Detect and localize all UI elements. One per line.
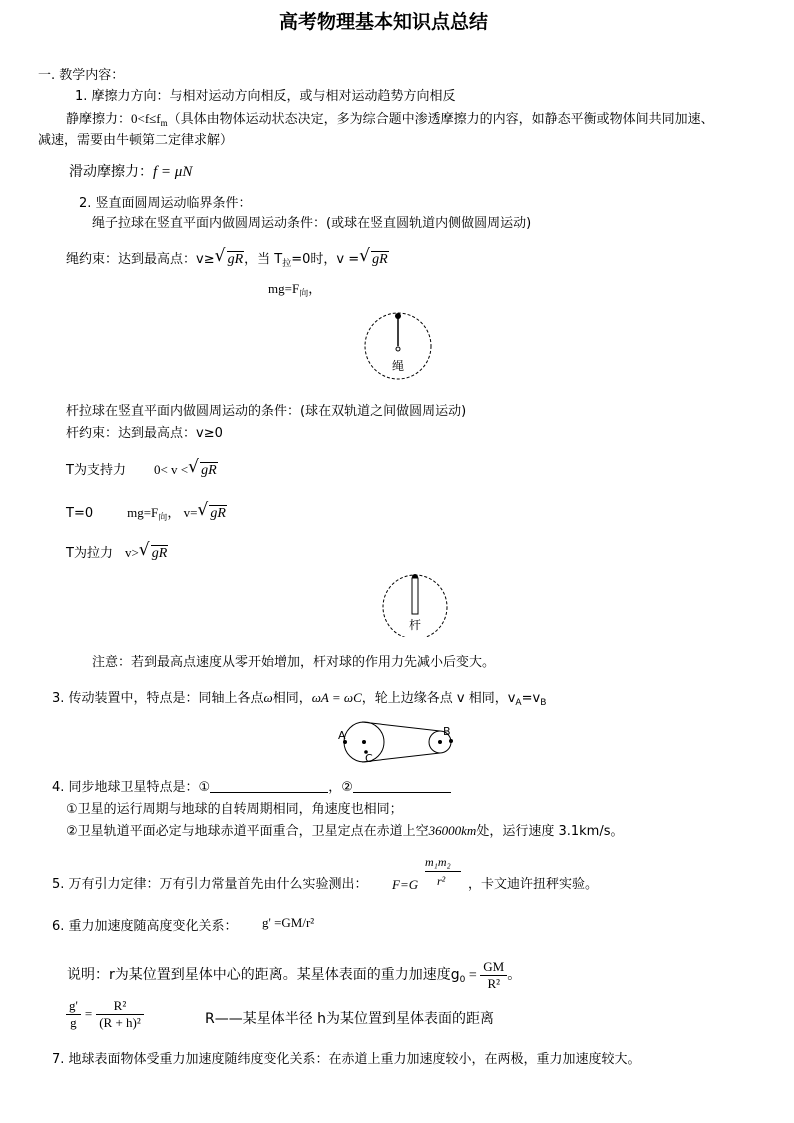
static-friction-note-2: 减速，需要由牛顿第二定律求解） (38, 133, 234, 148)
static-friction-label: 静摩擦力： (66, 112, 132, 127)
ratio-eq: = (84, 1005, 93, 1021)
item3-text-c: ，轮上边缘各点 v 相同，v (361, 691, 516, 706)
sliding-friction-line (69, 163, 192, 181)
sqrt-gR-5: √ gR (138, 540, 168, 561)
item5-fraction-bar (425, 871, 461, 872)
item3-sub-a: A (515, 698, 522, 708)
item4-heading-a: 4. 同步地球卫星特点是：① (52, 780, 211, 795)
item6-explain (67, 959, 521, 991)
rope-constraint-a: 绳约束：达到最高点：v≥ (66, 252, 215, 267)
page-title: 高考物理基本知识点总结 (279, 11, 489, 33)
rope-mg: mg=F (268, 281, 300, 296)
item3-sub-b: B (540, 698, 547, 708)
zero-v: ， v= (167, 505, 198, 520)
section-heading: 一. 教学内容： (38, 68, 125, 83)
item2-heading: 2. 竖直面圆周运动临界条件： (79, 196, 252, 211)
static-friction-line (66, 111, 714, 129)
item5-text-a: 5. 万有引力定律：万有引力常量首先由什么实验测出： (52, 877, 368, 892)
item3-text-a: 3. 传动装置中，特点是：同轴上各点 (52, 691, 264, 706)
item3-text-b: 相同， (272, 691, 312, 706)
ratio-left-fraction: $\frac{g'}{g}$ (66, 998, 81, 1030)
item4-heading (52, 780, 451, 796)
item6-explain-eq: = (465, 968, 481, 984)
omega-equation: ωA = ωC (311, 690, 362, 705)
label-C: C (365, 752, 373, 765)
rod-diagram (377, 571, 453, 637)
pull-line (66, 540, 168, 563)
rope-diagram (358, 306, 438, 386)
item6-ratio (66, 998, 144, 1030)
support-line (66, 457, 218, 480)
item7-text: 7. 地球表面物体受重力加速度随纬度变化关系：在赤道上重力加速度较小，在两极，重力加速度较大。 (52, 1052, 641, 1067)
zero-mg: mg=F (127, 505, 159, 520)
sqrt-gR-4: √ gR (197, 500, 226, 521)
rope-intro: 绳子拉球在竖直平面内做圆周运动条件：(或球在竖直圆轨道内侧做圆周运动) (92, 216, 532, 231)
omega-symbol: ω (263, 690, 273, 705)
item6-explain-a: 说明：r为某位置到星体中心的距离。某星体表面的重力加速度g (67, 967, 460, 984)
item3-text-d: =v (521, 691, 541, 706)
rod-note: 注意：若到最高点速度从零开始增加，杆对球的作用力先减小后变大。 (92, 655, 496, 670)
gm-fraction: $\frac{GM}{\text{R²}}$ (480, 959, 507, 991)
support-cond: 0< v < (153, 462, 189, 477)
item5-denominator: r² (437, 874, 446, 888)
rod-diagram-label: 杆 (409, 618, 422, 632)
item4-line2-a: ②卫星轨道平面必定与地球赤道平面重合，卫星定点在赤道上空 (66, 824, 429, 839)
rope-mg-line (268, 281, 321, 299)
belt-drive-diagram (336, 717, 462, 767)
item6-formula: g' =GM/r² (262, 915, 315, 930)
sliding-friction-formula: f = μN (153, 164, 193, 180)
item4-heading-b: ，② (328, 780, 353, 795)
sqrt-gR-2: √ gR (359, 246, 388, 267)
blank-2 (353, 780, 451, 793)
item4-line2 (66, 823, 623, 840)
label-B: B (443, 725, 451, 738)
static-friction-note-1: （具体由物体运动状态决定，多为综合题中渗透摩擦力的内容，如静态平衡或物体间共同加速、 (167, 112, 714, 127)
label-A: A (338, 729, 346, 742)
ratio-right-fraction: $\frac{\text{R²}}{\text{(R + h)²}}$ (96, 998, 144, 1030)
item4-line1: ①卫星的运行周期与地球的自转周期相同，角速度也相同； (66, 802, 403, 817)
item5-formula-lhs: F=G (392, 877, 419, 892)
zero-mg-sub: 向 (158, 513, 168, 523)
rod-constraint: 杆约束：达到最高点：v≥0 (66, 426, 223, 441)
support-label: T为支持力 (66, 463, 126, 478)
rope-diagram-label: 绳 (392, 359, 405, 373)
item6-explain-sub: 0 (459, 975, 466, 986)
rod-intro: 杆拉球在竖直平面内做圆周运动的条件：(球在双轨道之间做圆周运动) (66, 404, 467, 419)
rope-constraint-b: ，当 T (244, 252, 283, 267)
rope-constraint-c: =0时，v = (291, 252, 360, 267)
blank-1 (210, 780, 328, 793)
rope-mg-end: ， (308, 281, 322, 296)
item1-heading: 1. 摩擦力方向：与相对运动方向相反，或与相对运动趋势方向相反 (75, 89, 456, 104)
sqrt-gR: √ gR (214, 246, 244, 267)
sqrt-gR-3: √ gR (188, 457, 217, 478)
sliding-friction-label: 滑动摩擦力： (69, 164, 153, 180)
item4-line2-b: 处，运行速度 3.1km/s。 (476, 824, 624, 839)
static-friction-range: 0<f≤f (131, 111, 161, 126)
item5-text-b: ，卡文迪许扭秤实验。 (468, 877, 599, 892)
item6-heading: 6. 重力加速度随高度变化关系： (52, 919, 238, 934)
rope-constraint-line (66, 246, 389, 270)
item3-line (52, 690, 546, 709)
zero-label: T=0 (66, 506, 94, 521)
pull-cond: v> (124, 545, 139, 560)
item6-legend: R——某星体半径 h为某位置到星体表面的距离 (205, 1011, 495, 1027)
rope-mg-sub: 向 (299, 288, 309, 298)
static-friction-sub: m (160, 118, 168, 128)
item5-numerator: m₁m₂ (425, 855, 451, 869)
rope-tension-sub: 拉 (282, 259, 292, 269)
zero-line (66, 500, 227, 524)
pull-label: T为拉力 (66, 546, 113, 561)
item4-line2-italic: 36000km (428, 823, 477, 838)
item6-explain-end: 。 (507, 967, 522, 984)
